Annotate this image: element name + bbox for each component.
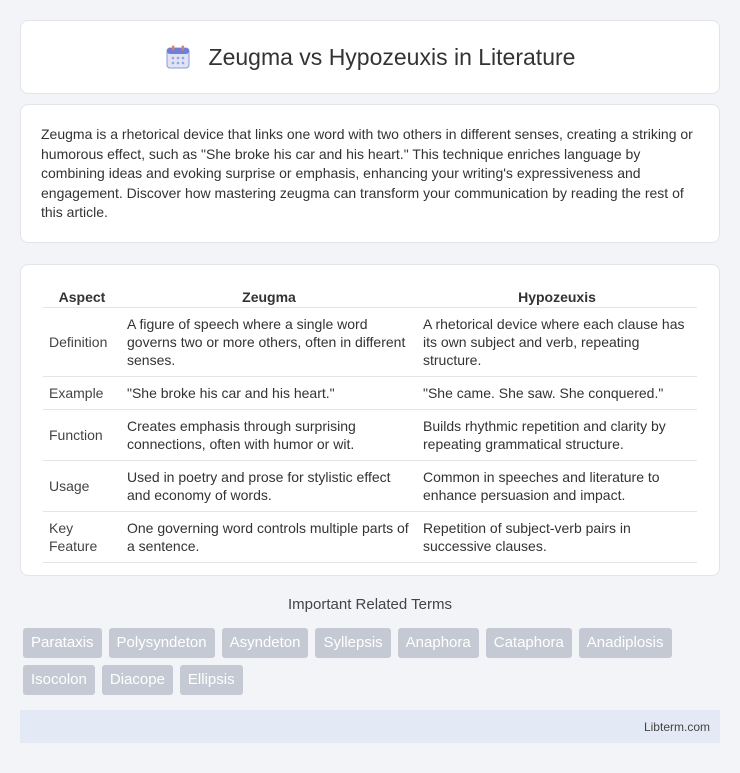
row-aspect: Definition bbox=[43, 308, 121, 377]
tag-diacope[interactable]: Diacope bbox=[102, 665, 173, 695]
tag-anadiplosis[interactable]: Anadiplosis bbox=[579, 628, 672, 658]
row-aspect: Key Feature bbox=[43, 512, 121, 563]
tag-asyndeton[interactable]: Asyndeton bbox=[222, 628, 309, 658]
tag-syllepsis[interactable]: Syllepsis bbox=[315, 628, 390, 658]
header-zeugma: Zeugma bbox=[121, 285, 417, 308]
row-hypozeuxis: Repetition of subject-verb pairs in successive clauses. bbox=[417, 512, 697, 563]
tag-parataxis[interactable]: Parataxis bbox=[23, 628, 102, 658]
comparison-card bbox=[20, 264, 720, 576]
table-row bbox=[43, 377, 697, 410]
row-hypozeuxis: "She came. She saw. She conquered." bbox=[417, 377, 697, 410]
related-terms-title: Important Related Terms bbox=[288, 596, 452, 613]
row-zeugma: Creates emphasis through surprising connections, often with humor or wit. bbox=[121, 410, 417, 461]
tag-anaphora[interactable]: Anaphora bbox=[398, 628, 479, 658]
row-zeugma: A figure of speech where a single word governs two or more others, often in different senses. bbox=[121, 308, 417, 377]
header-hypozeuxis: Hypozeuxis bbox=[417, 285, 697, 308]
tag-polysyndeton[interactable]: Polysyndeton bbox=[109, 628, 215, 658]
row-hypozeuxis: Common in speeches and literature to enhance persuasion and impact. bbox=[417, 461, 697, 512]
intro-card bbox=[20, 104, 720, 243]
header-aspect: Aspect bbox=[43, 285, 121, 308]
row-zeugma: "She broke his car and his heart." bbox=[121, 377, 417, 410]
footer-site-link[interactable]: Libterm.com bbox=[643, 719, 710, 734]
row-aspect: Usage bbox=[43, 461, 121, 512]
table-row bbox=[43, 308, 697, 377]
calendar-icon bbox=[165, 44, 191, 70]
related-tags bbox=[23, 628, 723, 695]
title-wrap bbox=[165, 44, 576, 71]
row-hypozeuxis: Builds rhythmic repetition and clarity by repeating grammatical structure. bbox=[417, 410, 697, 461]
page-title: Zeugma vs Hypozeuxis in Literature bbox=[208, 43, 576, 70]
comparison-table bbox=[43, 285, 697, 563]
tag-cataphora[interactable]: Cataphora bbox=[486, 628, 572, 658]
header-card bbox=[20, 20, 720, 94]
intro-text: Zeugma is a rhetorical device that links one word with two others in different senses, creating a striking or humorous effect, such as "She broke his car and his heart." This technique enriches language by combining ideas and evoking surprise or emphasis, enhancing your writing's expressiveness and engagement. Discover how mastering zeugma can transform your communication by reading the rest of this article. bbox=[41, 126, 693, 221]
table-row bbox=[43, 512, 697, 563]
table-header-row bbox=[43, 285, 697, 308]
footer bbox=[20, 710, 720, 743]
tag-isocolon[interactable]: Isocolon bbox=[23, 665, 95, 695]
tag-ellipsis[interactable]: Ellipsis bbox=[180, 665, 243, 695]
row-aspect: Function bbox=[43, 410, 121, 461]
table-row bbox=[43, 461, 697, 512]
row-zeugma: One governing word controls multiple parts of a sentence. bbox=[121, 512, 417, 563]
row-aspect: Example bbox=[43, 377, 121, 410]
row-zeugma: Used in poetry and prose for stylistic effect and economy of words. bbox=[121, 461, 417, 512]
row-hypozeuxis: A rhetorical device where each clause has its own subject and verb, repeating structure. bbox=[417, 308, 697, 377]
table-row bbox=[43, 410, 697, 461]
